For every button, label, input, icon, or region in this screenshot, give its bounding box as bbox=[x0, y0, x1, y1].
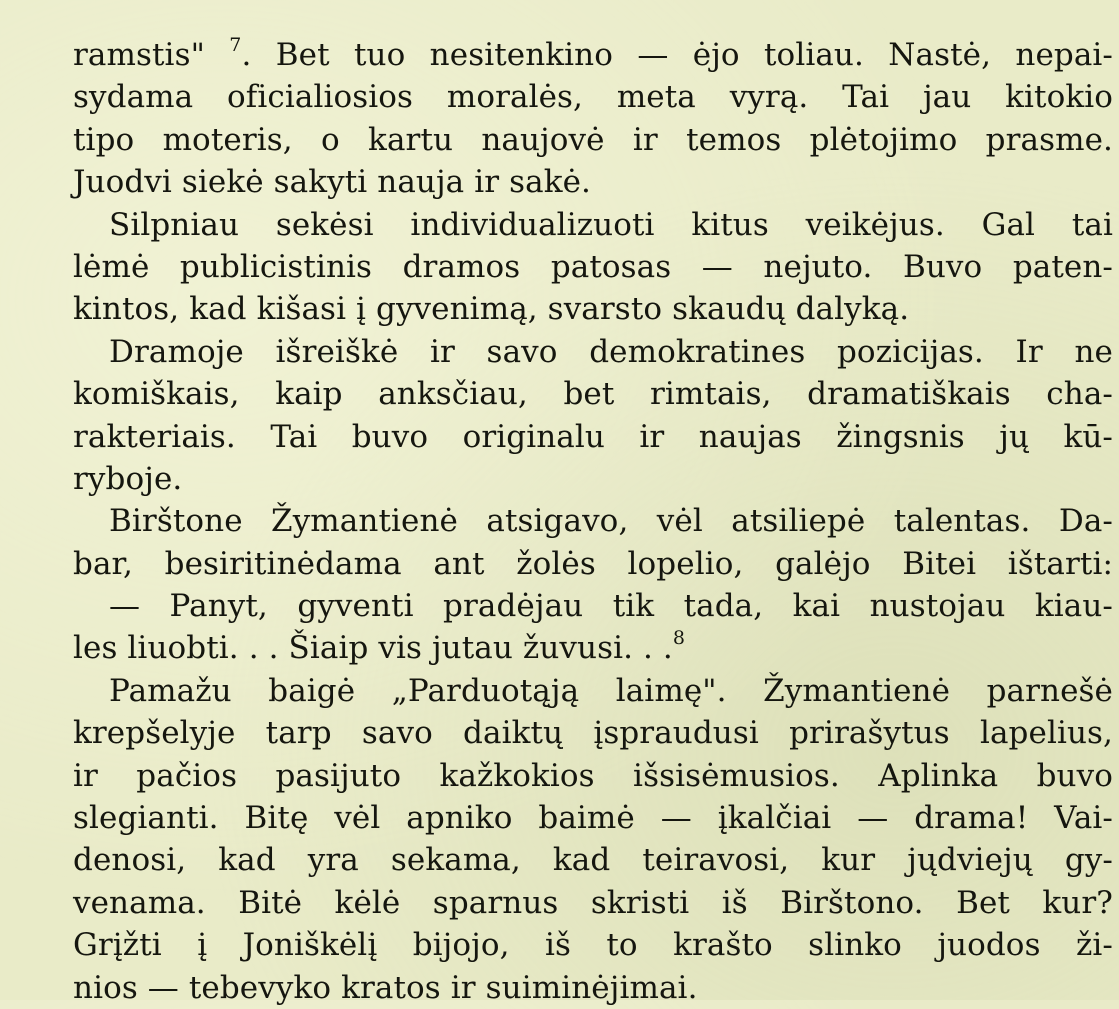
text-line: Grįžti į Joniškėlį bijojo, iš to krašto slinko juodos ži- bbox=[73, 927, 1113, 964]
footnote-mark: 8 bbox=[672, 627, 686, 650]
text-line: nios — tebevyko kratos ir suiminėjimai. bbox=[73, 969, 698, 1006]
text-line: bar, besiritinėdama ant žolės lopelio, galėjo Bitei ištarti: bbox=[73, 545, 1113, 582]
text-line: Pamažu baigė „Parduotąją laimę". Žymantienė parnešė bbox=[109, 672, 1113, 709]
text-line: Birštone Žymantienė atsigavo, vėl atsiliepė talentas. Da- bbox=[109, 503, 1113, 540]
text-line: kintos, kad kišasi į gyvenimą, svarsto skaudų dalyką. bbox=[73, 291, 910, 328]
text-line: denosi, kad yra sekama, kad teiravosi, kur jųdviejų gy- bbox=[73, 842, 1113, 879]
text-line: Dramoje išreiškė ir savo demokratines pozicijas. Ir ne bbox=[109, 333, 1113, 370]
text-line: tipo moteris, o kartu naujovė ir temos plėtojimo prasme. bbox=[73, 121, 1113, 158]
text-line: Silpniau sekėsi individualizuoti kitus veikėjus. Gal tai bbox=[109, 206, 1113, 243]
text-segment: ramstis" bbox=[73, 37, 230, 73]
text-line: komiškais, kaip anksčiau, bet rimtais, dramatiškais cha- bbox=[73, 376, 1113, 413]
text-line: sydama oficialiosios moralės, meta vyrą. Tai jau kitokio bbox=[73, 79, 1113, 116]
text-line: slegianti. Bitę vėl apniko baimė — įkalčiai — drama! Vai- bbox=[73, 800, 1113, 837]
text-line: Juodvi siekė sakyti nauja ir sakė. bbox=[73, 164, 591, 201]
footnote-mark: 7 bbox=[229, 33, 242, 56]
text-line: — Panyt, gyventi pradėjau tik tada, kai nustojau kiau- bbox=[109, 588, 1113, 625]
text-line bbox=[73, 627, 1113, 669]
text-line: rakteriais. Tai buvo originalu ir naujas žingsnis jų kū- bbox=[73, 418, 1113, 455]
text-line: venama. Bitė kėlė sparnus skristi iš Birštono. Bet kur? bbox=[73, 884, 1113, 921]
text-line: lėmė publicistinis dramos patosas — nejuto. Buvo paten- bbox=[73, 248, 1113, 285]
text-line bbox=[73, 34, 1113, 76]
text-segment: les liuobti. . . Šiaip vis jutau žuvusi. . . bbox=[73, 630, 673, 667]
text-segment: . Bet tuo nesitenkino — ėjo toliau. Nastė, nepai- bbox=[241, 37, 1114, 73]
text-line: ryboje. bbox=[73, 460, 183, 497]
text-line: krepšelyje tarp savo daiktų įspraudusi prirašytus lapelius, bbox=[73, 715, 1113, 752]
text-line: ir pačios pasijuto kažkokios išsisėmusios. Aplinka buvo bbox=[73, 757, 1113, 794]
body-text bbox=[73, 34, 1113, 1009]
